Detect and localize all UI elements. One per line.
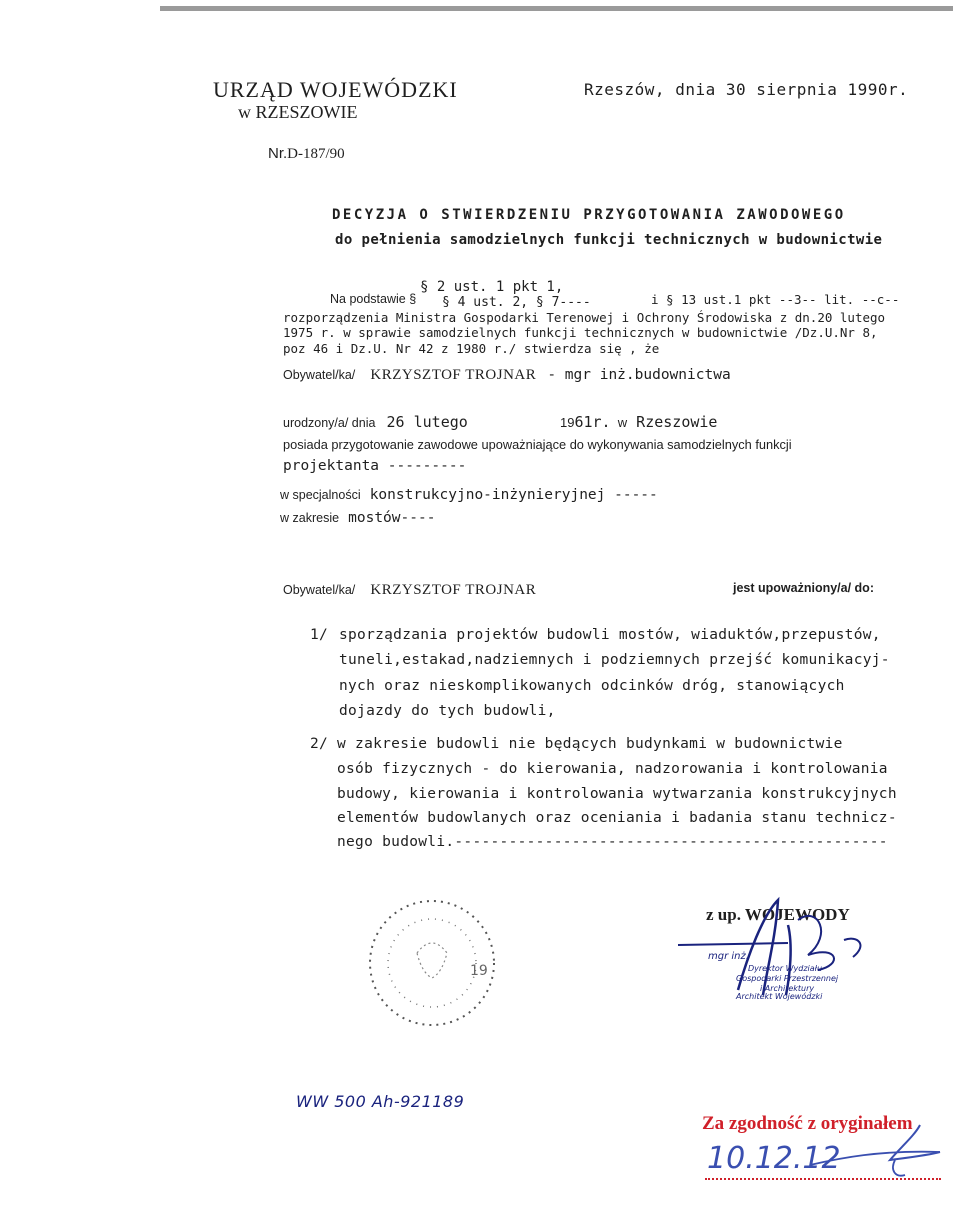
citizen-label: Obywatel/ka/ [283, 368, 356, 382]
item-1-line-1: sporządzania projektów budowli mostów, wiaduktów,przepustów, [339, 627, 881, 643]
item-2-line-5: nego budowli.------------------------------------------------ [337, 834, 888, 850]
basis-line-2: rozporządzenia Ministra Gospodarki Terenowej i Ochrony Środowiska z dn.20 lutego [283, 310, 886, 325]
item-2-line-3: budowy, kierowania i kontrolowania wytwarzania konstrukcyjnych [337, 786, 897, 802]
signature-role-2: Dyrektor Wydziału [748, 964, 823, 973]
signature-role-1: mgr inż. [708, 951, 749, 962]
certified-copy-stamp: Za zgodność z oryginałem [702, 1113, 913, 1134]
citizen-title: - mgr inż.budownictwa [547, 367, 731, 383]
place-date: Rzeszów, dnia 30 sierpnia 1990r. [584, 80, 909, 99]
basis-prefix: Na podstawie § [330, 292, 417, 306]
nr-label: Nr. [268, 145, 288, 162]
office-city: w RZESZOWIE [238, 102, 358, 122]
born-date: 26 lutego [386, 413, 468, 431]
qualification-line: posiada przygotowanie zawodowe upoważniające do wykonywania samodzielnych funkcji [283, 437, 792, 452]
birth-line [283, 412, 468, 431]
office-name: URZĄD WOJEWÓDZKI [213, 77, 458, 102]
signature-role-3: Gospodarki Przestrzennej [736, 974, 839, 983]
scope-label: w zakresie [280, 511, 340, 525]
scope-line [280, 507, 435, 526]
item-1-line-2: tuneli,estakad,nadziemnych i podziemnych przejść komunikacyj- [339, 652, 890, 668]
basis-suffix: i § 13 ust.1 pkt --3-- lit. --c-- [651, 292, 900, 307]
document-title: DECYZJA O STWIERDZENIU PRZYGOTOWANIA ZAWODOWEGO [332, 207, 846, 223]
item-1-line-4: dojazdy do tych budowli, [339, 703, 556, 719]
citizen-line [283, 364, 731, 384]
signature-role-4: i Architektury [760, 984, 815, 993]
round-seal-stamp [362, 893, 502, 1033]
basis-line-3: 1975 r. w sprawie samodzielnych funkcji technicznych w budownictwie /Dz.U.Nr 8, [283, 325, 878, 340]
born-year-prefix: 19 [560, 415, 575, 430]
document-subtitle: do pełnienia samodzielnych funkcji technicznych w budownictwie [335, 232, 883, 248]
authorization-line [283, 579, 536, 599]
on-behalf-of: z up. WOJEWODY [706, 905, 850, 924]
item-1-number: 1/ [310, 627, 329, 643]
authorization-name: KRZYSZTOF TROJNAR [370, 582, 537, 598]
decision-number [268, 144, 345, 163]
born-place-label: w [617, 415, 628, 430]
handwritten-registration-number: WW 500 Ah-921189 [296, 1092, 465, 1111]
birth-year-place [560, 412, 717, 431]
svg-text:19: 19 [470, 963, 488, 979]
item-1-line-3: nych oraz nieskomplikowanych odcinków dróg, stanowiących [339, 678, 845, 694]
item-2-line-1: w zakresie budowli nie będących budynkami w budownictwie [337, 736, 843, 752]
item-2-line-4: elementów budowlanych oraz oceniania i badania stanu technicz- [337, 810, 897, 826]
basis-paragraph-2: § 4 ust. 2, § 7---- [442, 295, 591, 310]
specialty-label: w specjalności [280, 488, 361, 502]
item-2-line-2: osób fizycznych - do kierowania, nadzorowania i kontrolowania [337, 761, 888, 777]
certification-initials [800, 1120, 950, 1185]
authorization-label: Obywatel/ka/ [283, 583, 356, 597]
authorization-suffix: jest upoważniony/a/ do: [733, 581, 874, 595]
specialty-line [280, 484, 658, 503]
specialty-value: konstrukcyjno-inżynieryjnej ----- [369, 487, 658, 503]
certification-date: 10.12.12 [707, 1141, 841, 1176]
born-place: Rzeszowie [636, 413, 718, 431]
function-value: projektanta --------- [283, 458, 467, 474]
born-year: 61r. [574, 413, 611, 431]
scan-top-border [160, 6, 953, 11]
scope-value: mostów---- [348, 510, 436, 526]
signature-role-5: Architekt Wojewódzki [736, 992, 823, 1001]
citizen-name: KRZYSZTOF TROJNAR [370, 367, 537, 383]
basis-line-4: poz 46 i Dz.U. Nr 42 z 1980 r./ stwierdza się , że [283, 341, 660, 356]
stamp-dotted-line [705, 1178, 941, 1180]
basis-paragraph-1: § 2 ust. 1 pkt 1, [420, 279, 564, 295]
nr-value: D-187/90 [287, 146, 345, 162]
item-2-number: 2/ [310, 736, 329, 752]
born-label: urodzony/a/ dnia [283, 416, 376, 430]
